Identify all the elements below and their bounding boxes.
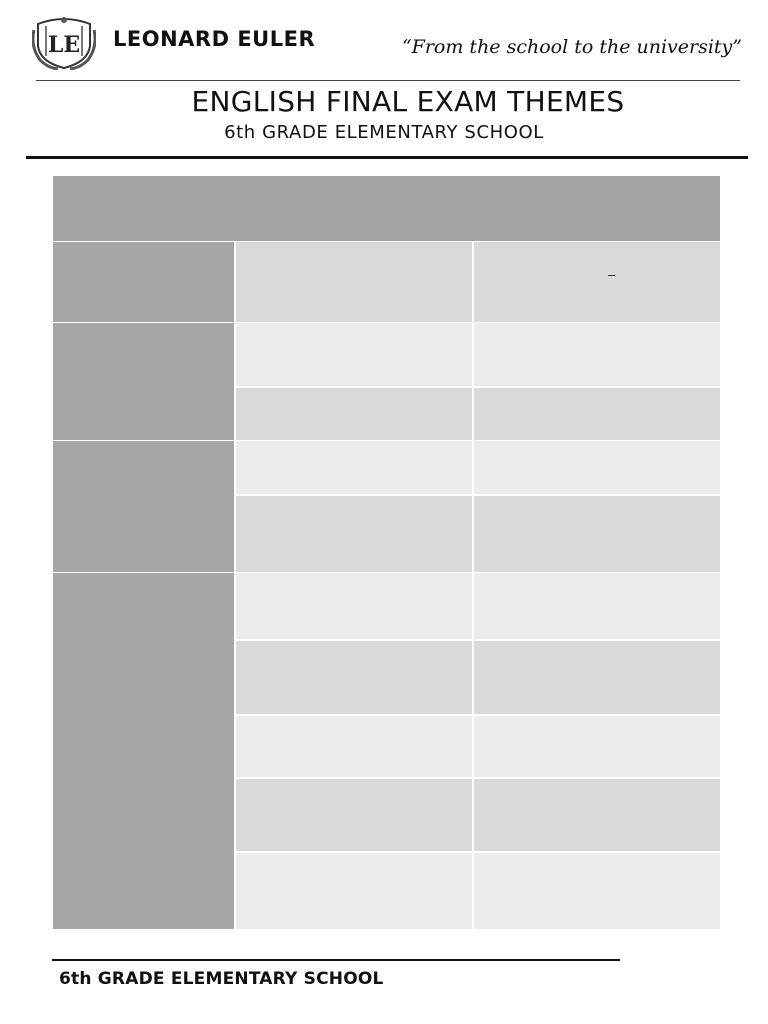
footer-text: 6th GRADE ELEMENTARY SCHOOL	[59, 969, 384, 989]
table-cell	[236, 441, 472, 494]
page-subtitle: 6th GRADE ELEMENTARY SCHOOL	[224, 122, 544, 143]
school-motto: “From the school to the university”	[401, 36, 742, 58]
table-cell	[474, 441, 720, 494]
school-name: LEONARD EULER	[113, 27, 316, 51]
exam-themes-table	[53, 176, 720, 929]
footer-divider	[52, 959, 620, 961]
table-cell	[236, 496, 472, 572]
table-cell	[474, 388, 720, 440]
page-title: ENGLISH FINAL EXAM THEMES	[191, 85, 625, 118]
table-cell	[474, 573, 720, 639]
table-cell	[474, 716, 720, 777]
table-cell	[236, 388, 472, 440]
table-header-cell	[53, 176, 720, 241]
svg-text:LE: LE	[47, 32, 81, 58]
table-cell	[236, 323, 472, 386]
header-divider	[36, 80, 740, 81]
table-cell	[236, 853, 472, 929]
table-cell	[236, 242, 472, 322]
table-cell	[236, 779, 472, 851]
table-cell	[236, 573, 472, 639]
table-cell	[474, 496, 720, 572]
table-row-label-cell	[53, 573, 234, 929]
table-row-label-cell	[53, 323, 234, 440]
table-cell	[236, 716, 472, 777]
table-row-label-cell	[53, 441, 234, 572]
table-cell	[474, 323, 720, 386]
dash-mark	[608, 275, 615, 276]
table-cell	[236, 641, 472, 714]
table-row-label-cell	[53, 242, 234, 322]
table-cell	[474, 779, 720, 851]
title-divider	[26, 156, 748, 159]
table-cell	[474, 641, 720, 714]
school-logo	[32, 16, 96, 70]
table-cell	[474, 853, 720, 929]
table-cell	[474, 242, 720, 322]
